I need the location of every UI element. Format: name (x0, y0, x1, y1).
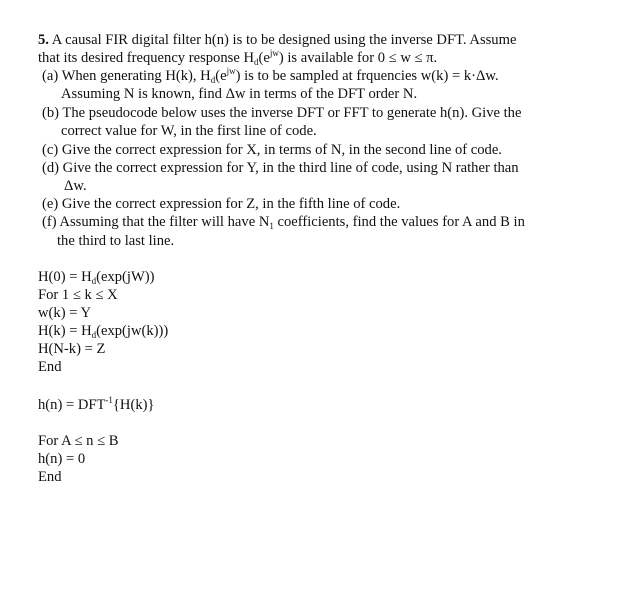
part-f-text-pre: (f) Assuming that the filter will have N (42, 214, 270, 230)
code-line-6: End (38, 359, 62, 375)
code-line-2: For 1 ≤ k ≤ X (38, 287, 118, 303)
intro-text-1: A causal FIR digital filter h(n) is to be designed using the inverse DFT. Assume (51, 32, 517, 48)
part-d-line-1: (d) Give the correct expression for Y, in the third line of code, using N rather than (42, 160, 519, 176)
part-a-subscript: d (210, 75, 216, 85)
code-line-10: End (38, 469, 62, 485)
code-line-7-pre: h(n) = DFT (38, 397, 106, 413)
intro-text-2: that its desired frequency response H (38, 50, 254, 66)
code-line-8: For A ≤ n ≤ B (38, 433, 119, 449)
code-line-4-end: (exp(jw(k))) (96, 323, 169, 339)
code-line-7 (38, 396, 155, 414)
part-f-subscript: 1 (269, 221, 274, 231)
part-c-line: (c) Give the correct expression for X, in terms of N, in the second line of code. (42, 142, 502, 158)
problem-number: 5. (38, 32, 49, 48)
problem-intro-line-2 (38, 49, 437, 67)
code-line-4 (38, 322, 168, 340)
part-a-line-2: Assuming N is known, find Δw in terms of the DFT order N. (61, 86, 418, 102)
problem-intro-line-1 (38, 31, 516, 49)
intro-text-2-end: ) is available for 0 ≤ w ≤ π. (278, 50, 438, 66)
part-a-text-end: ) is to be sampled at frquencies w(k) = k·Δw. (235, 68, 499, 84)
part-a-text-pre: (a) When generating H(k), H (42, 68, 211, 84)
part-f-line-1 (42, 213, 525, 231)
code-line-1-pre: H(0) = H (38, 269, 92, 285)
code-line-4-pre: H(k) = H (38, 323, 92, 339)
code-line-7-superscript: -1 (105, 395, 113, 405)
part-f-text-end: coefficients, find the values for A and B in (273, 214, 525, 230)
code-line-9: h(n) = 0 (38, 451, 86, 467)
code-line-7-end: {H(k)} (112, 397, 155, 413)
code-line-5: H(N-k) = Z (38, 341, 106, 357)
part-b-line-2: correct value for W, in the first line of code. (61, 123, 317, 139)
code-line-3: w(k) = Y (38, 305, 92, 321)
part-b-line-1: (b) The pseudocode below uses the inverse DFT or FFT to generate h(n). Give the (42, 105, 522, 121)
part-e-line: (e) Give the correct expression for Z, in the fifth line of code. (42, 196, 401, 212)
code-line-1-end: (exp(jW)) (96, 269, 155, 285)
part-a-text-mid: (e (215, 68, 227, 84)
intro-text-2-mid: (e (258, 50, 270, 66)
code-line-1-subscript: d (91, 276, 97, 286)
intro-subscript: d (254, 57, 259, 67)
intro-superscript: jw (269, 48, 279, 58)
code-line-1 (38, 268, 154, 286)
part-f-line-2: the third to last line. (57, 233, 175, 249)
code-line-4-subscript: d (91, 330, 97, 340)
part-d-line-2: Δw. (64, 178, 87, 194)
part-a-superscript: jw (226, 66, 236, 76)
part-a-line-1 (42, 67, 499, 85)
